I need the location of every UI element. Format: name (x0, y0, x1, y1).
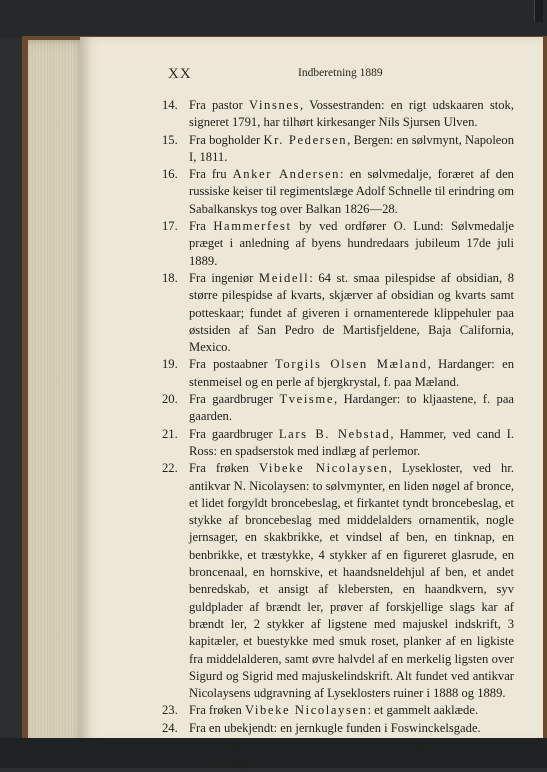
list-item-23: 23. Fra frøken Vibeke Nicolaysen: et gammelt aaklæde. (162, 703, 479, 718)
page-number: XX (168, 66, 192, 82)
entry-list (162, 97, 514, 772)
donor-name: Lars B. Nebstad (278, 426, 391, 441)
list-item-15: 15. Fra bogholder Kr. Pedersen, Bergen: en sølvmynt, Napoleon I, 1811. (162, 132, 514, 164)
page-stack-edge (28, 40, 88, 745)
list-item-19: 19. Fra postaabner Torgils Olsen Mæland, Hardanger: en stenmeisel og en perle af bjergkrystal, f. paa Mæland. (162, 357, 514, 389)
running-header (168, 66, 513, 84)
list-item-22: 22. Fra frøken Vibeke Nicolaysen, Lyseklοster, ved hr. antikvar N. Nicolaysen: to sølvmynter, en liden nøgel af bronce, et lidet forgyldt broncebeslag, et firkantet tyndt broncebeslag, et stykke af broncebeslag med middelalders ornamentik, nogle jernsager, en skakbrikke, et vindsel af ben, en tinknap, en benbrikke, et træstykke, 4 stykker af en figureret glasrude, en broncenaal, en hornskive, et haandsneldehjul af ben, et andet benredskab, et ansigt af klebersten, en haandkvern, syv guldplader af brændt ler, prøver af forskjellige slags kar af brændt ler, 2 stykker af ligstene med majuskel indskrift, 3 kapitæler, et buestykke med smuk roset, planker af en ligkiste fra middelalderen, samt øvre halvdel af en merkelig ligsten over Sigurd og Sigrid med majuskelindskrift. Alt fundet ved antikvar Nicolaysens udgravning af Lyseklosters ruiner i 1888 og 1889. (162, 461, 514, 701)
scan-edge-tab (534, 0, 543, 22)
donor-name: Anker Andersen (232, 167, 341, 182)
donor-name: Vinsnes (249, 98, 301, 112)
list-item-24: 24. Fra en ubekjendt: en jernkugle funden i Foswinckelsgade. (162, 720, 481, 735)
list-item-21: 21. Fra gaardbruger Lars B. Nebstad, Hammer, ved cand I. Ross: en spadserstok med indlæg af perlemor. (162, 426, 515, 458)
donor-name: Vibeke Nicolaysen (244, 703, 368, 718)
list-item-17: 17. Fra Hammerfest by ved ordfører O. Lund: Sølvmedalje præget i anledning af byens hundredaars jubileum 17de juli 1889. (162, 219, 514, 268)
donor-name: Torgils Olsen Mæland (275, 357, 428, 372)
donor-name: Tveisme (279, 392, 335, 407)
donor-name: Hammerfest (213, 219, 292, 234)
list-item-18: 18. Fra ingeniør Meidell: 64 st. smaa pilespidse af obsidian, 8 større pilespidse af kvarts, skjærver af obsidian og kvarts samt potteskaar; fundet af giveren i ornamenterede klippehuler paa østsiden af San Pedro de Martisfjeldene, Baja California, Mexico. (162, 270, 514, 355)
donor-name: Vibeke Nicolaysen (258, 461, 389, 476)
list-item-25: 25. Fra frøken Mathilde Gran: et vævet tæppe fra Kjærland i Graven sogn. (162, 737, 515, 770)
list-item-14: 14. Fra pastor Vinsnes, Vossestranden: en rigt udskaaren stok, signeret 1791, har tilhørt kirkesanger Nils Sjursen Ulven. (162, 98, 514, 130)
list-item-16: 16. Fra fru Anker Andersen: en sølvmedalje, foræret af den russiske keiser til regimentslæge Adolf Schnelle til erindring om Sabalkanskys tog over Balkan 1826—28. (162, 167, 514, 216)
list-item-20: 20. Fra gaardbruger Tveisme, Hardanger: to kljaastene, f. paa gaarden. (162, 392, 514, 424)
donor-name: Kr. Pedersen (263, 132, 348, 147)
donor-name: Mathilde Gran (249, 737, 346, 752)
running-title: Indberetning 1889 (298, 67, 383, 79)
scan-backdrop-top (0, 0, 547, 38)
donor-name: Meidell (258, 270, 310, 285)
